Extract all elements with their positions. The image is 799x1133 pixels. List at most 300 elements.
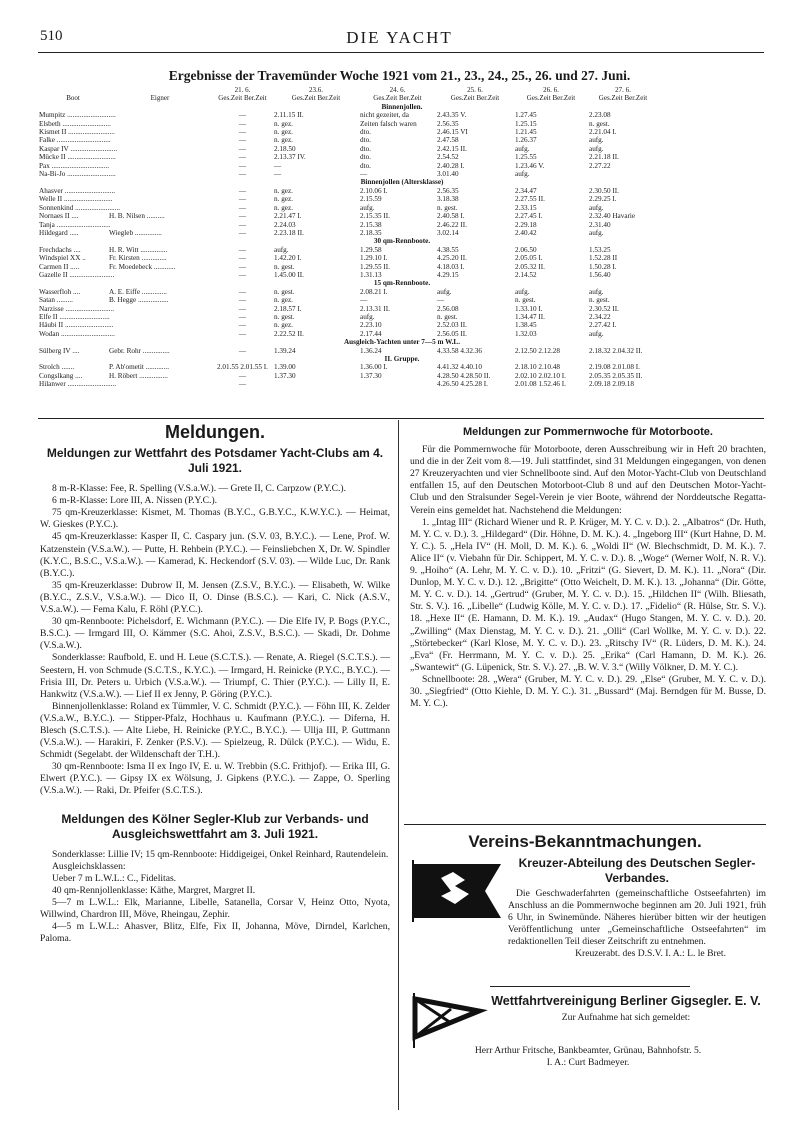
table-cell: Fr. Kirsten .............. xyxy=(109,254,167,263)
table-cell xyxy=(658,296,766,304)
koeln-paragraph: 40 qm-Rennjollenklasse: Käthe, Margret, Margret II. xyxy=(52,884,256,896)
table-cell xyxy=(108,145,212,153)
table-cell: Congslkang .... xyxy=(39,371,83,380)
table-row xyxy=(38,330,766,338)
table-cell xyxy=(108,204,212,212)
table-cell: 3.02.14 xyxy=(437,228,459,237)
kreuzer-block xyxy=(508,856,766,889)
table-cell: 2.06.50 xyxy=(515,245,537,254)
table-cell: Häubi II ........................... xyxy=(39,321,114,330)
table-cell: 1.29.55 II. xyxy=(360,262,390,271)
table-cell: — xyxy=(238,245,247,254)
table-cell: — xyxy=(238,119,247,128)
table-row xyxy=(38,288,766,296)
table-cell: Narzisse ........................... xyxy=(39,304,115,313)
table-row xyxy=(38,145,766,153)
wett-sign: I. A.: Curt Badmeyer. xyxy=(546,1057,630,1069)
table-cell: — xyxy=(238,153,247,162)
table-cell: 1.45.00 II. xyxy=(274,270,304,279)
table-cell: 2.15.35 II. xyxy=(360,212,390,221)
pommern-paragraph: Für die Pommernwoche für Motorboote, deren Ausschreibung wir in Heft 20 brachten, und die in der Zeit vom 8.—19. Juli stattfindet, sind 31 Meldungen eingegangen, von denen 27 Kreuzeryachten und vier Schnellboote sind. Auf den Motor-Yacht-Club von Deutschland entfallen 15, auf den Deutschen Motorboot-Club 8 und auf den Deutschen Motor-Yacht-Club und den Stralsunder Segel-Verein je vier Boote, während der Norddeutsche Regatta-Verein eins gemeldet hat. Nachstehend die Meldungen: xyxy=(410,444,766,516)
table-cell: 1.56.40 xyxy=(589,270,611,279)
table-cell: nicht gezeitet, da xyxy=(360,111,409,120)
table-cell: n. gez. xyxy=(274,296,293,305)
table-cell: Wasserfloh .... xyxy=(39,287,81,296)
group-heading-row xyxy=(38,237,766,245)
table-row xyxy=(38,347,766,355)
vereins-rule xyxy=(404,824,766,825)
table-cell: Frechdachs .... xyxy=(39,245,81,254)
table-cell: n. gest. xyxy=(274,312,295,321)
table-cell: 2.14.52 xyxy=(515,270,537,279)
col-header-ber: Ber.Zeit xyxy=(317,94,341,103)
table-cell: Fr. Moedebeck ............ xyxy=(109,262,176,271)
table-cell: aufg. xyxy=(589,287,604,296)
table-cell: 1.37.30 xyxy=(360,371,382,380)
table-cell: 2.15.59 xyxy=(360,195,382,204)
table-cell: — xyxy=(238,203,247,212)
table-cell: n. gez. xyxy=(274,321,293,330)
col-header-ges: Ges.Zeit xyxy=(450,94,475,103)
table-cell xyxy=(658,305,766,313)
table-cell: — xyxy=(238,304,247,313)
table-cell xyxy=(658,229,766,237)
table-cell: Satan ......... xyxy=(39,296,73,305)
table-cell: aufg. xyxy=(274,245,289,254)
table-cell xyxy=(658,321,766,329)
table-cell xyxy=(658,145,766,153)
table-cell: 2.02.10 2.02.10 I. xyxy=(515,371,566,380)
table-cell: — xyxy=(238,346,247,355)
table-cell: aufg. xyxy=(515,144,530,153)
table-cell: Falke .............................. xyxy=(39,136,111,145)
table-cell: — xyxy=(360,296,368,305)
col-header-ges: Ges.Zeit xyxy=(598,94,623,103)
date-header: 24. 6. xyxy=(389,86,406,94)
table-row xyxy=(38,363,766,371)
table-row xyxy=(38,372,766,380)
table-cell: 2.34.22 xyxy=(589,312,611,321)
potsdam-paragraph: 45 qm-Kreuzerklasse: Kasper II, C. Caspary jun. (S.V. 03, B.Y.C.). — Lene, Prof. W. Katzenstein (V.S.a.W.). — Putte, H. Rehbein (P.Y.C.). — Feinsliebchen X, Dr. W. Spindler (K.Y.C., B.S.C., V.S.a.W.). — Kamerad, K. Heckendorf (S.V. 03). — Wilde Luc, Dr. Rank (B.Y.C.). xyxy=(40,531,390,579)
table-cell: 4.29.15 xyxy=(437,270,459,279)
table-cell: 2.52.03 II. xyxy=(437,321,467,330)
group-heading-row xyxy=(38,355,766,363)
date-header: 25. 6. xyxy=(467,86,483,94)
table-cell: aufg. xyxy=(515,287,530,296)
table-cell: 2.46.22 II. xyxy=(437,220,467,229)
table-cell xyxy=(108,380,212,388)
table-row xyxy=(38,221,766,229)
potsdam-heading: Meldungen zur Wettfahrt des Potsdamer Yacht-Clubs am 4. Juli 1921. xyxy=(46,446,384,476)
page-number: 510 xyxy=(40,28,63,44)
table-cell: Ahasver ............................ xyxy=(39,186,116,195)
group-heading: Binnenjollen. xyxy=(381,102,423,111)
col-header-ber: Ber.Zeit xyxy=(476,94,500,103)
table-cell: 2.01.08 1.52.46 I. xyxy=(515,380,566,389)
pommern-paragraph: 1. „Intag III“ (Richard Wiener und R. P. Krüger, M. Y. C. v. D.). 2. „Albatros“ (Dr. Huth, M. Y. C. v. D.). 3. „Hildegard“ (Dir. Höhne, D. M. K.). 4. „Ingeborg III“ (Kurt Hahne, D. M. Y. C.). 5. „Hela IV“ (H. Moll, D. M. K.). 6. „Woldi II“ (W. Blechschmidt, D. M. K.). 7. Alice II“ (v. Viebahn für Dir. Schippert, M. Y. C. v. D.). 8. „Woge“ (Werner Wolf, N. R. V.). 9. „Hoiho“ (A. Lehr, M. Y. C. v. D.). 10. „Fritzi“ (G. Sievert, D. M. K.). 11. „Nora“ (Dir. Dunlop, M. Y. C. v. D.). 12. „Brigitte“ (Otto Weichelt, D. M. K.). 13. „Johanna“ (Dir. Götte, M. Y. C. v. D.). 14. „Gertrud“ (Gruber, M. Y. C. v. D.). 15. „Hildchen II“ (Wilh. Bliesath, Str. S. V.). 16. „Libelle“ (Ludwig Kölle, M. Y. C. v. D.). 17. „Fidelio“ (R. Hülse, Str. S. V.). 18. „Hexe II“ (E. Hamann, D. M. K.). 19. „Audax“ (Hugo Stangen, M. Y. C. v. D.). 20. „Zwilling“ (Max Dienstag, M. Y. C. v. D.). 21. „Olli“ (Carl Wollke, M. Y. C. v. D.). 22. „Störtebecker“ (Karl Klose, M. Y. C. v. D.). 23. „Ritschy IV“ (R. Lüders, D. M. K.). 24. „Eva“ (Fr. Herrmann, M. Y. C. v. D.). 25. „Erika“ (Carl Hamann, D. M. K.). 26. „Swantewit“ (G. Lüpenick, Str. S. V.). 27. „B. W. V. 3.“ (Willy Völkner, D. M. Y. C.). xyxy=(410,516,766,673)
table-cell: 1.27.45 xyxy=(515,111,537,120)
table-cell: Mücke II ........................... xyxy=(39,153,116,162)
potsdam-paragraph: 8 m-R-Klasse: Fee, R. Spelling (V.S.a.W.). — Grete II, C. Carpzow (P.Y.C.). xyxy=(52,483,347,495)
table-cell: Wodan .............................. xyxy=(39,329,115,338)
table-cell: 1.25.55 xyxy=(515,153,537,162)
table-cell: 2.29.25 I. xyxy=(589,195,617,204)
table-row xyxy=(38,212,766,220)
col-header-eigner: Eigner xyxy=(150,94,170,103)
table-cell: 1.38.45 xyxy=(515,321,537,330)
table-cell: Carmen II ..... xyxy=(39,262,80,271)
table-cell: 2.54.52 xyxy=(437,153,459,162)
table-cell: Nornaes II .... xyxy=(39,212,79,221)
table-cell: 4.41.32 4.40.10 xyxy=(437,363,482,372)
table-cell: n. gest. xyxy=(437,312,458,321)
table-cell: n. gest. xyxy=(437,203,458,212)
table-cell: Sülberg IV .... xyxy=(39,346,80,355)
table-cell: 1.36.24 xyxy=(360,346,382,355)
notice-rule xyxy=(490,986,690,987)
table-cell: — xyxy=(238,111,247,120)
col-header-ber: Ber.Zeit xyxy=(243,94,267,103)
table-cell: aufg. xyxy=(589,228,604,237)
table-cell: aufg. xyxy=(360,312,375,321)
col-header-ges: Ges.Zeit xyxy=(526,94,551,103)
table-cell: 4.25.20 II. xyxy=(437,254,467,263)
results-table xyxy=(38,86,766,389)
table-cell: — xyxy=(238,212,247,221)
table-cell: 2.29.18 xyxy=(515,220,537,229)
table-cell: aufg. xyxy=(589,329,604,338)
table-cell: H. B. Nilsen .......... xyxy=(109,212,165,221)
table-cell: dto. xyxy=(360,136,371,145)
meldungen-heading: Meldungen. xyxy=(165,422,265,442)
table-cell: — xyxy=(238,161,247,170)
table-cell: 1.50.28 I. xyxy=(589,262,617,271)
table-cell: — xyxy=(238,186,247,195)
table-cell: 1.26.37 xyxy=(515,136,537,145)
table-cell: 2.42.15 II. xyxy=(437,144,467,153)
table-cell: Tanja .............................. xyxy=(39,220,111,229)
table-row xyxy=(38,263,766,271)
table-cell: — xyxy=(238,144,247,153)
table-cell: — xyxy=(238,136,247,145)
table-cell xyxy=(108,195,212,203)
table-cell xyxy=(108,330,212,338)
potsdam-paragraph: 35 qm-Kreuzerklasse: Dubrow II, M. Jensen (Z.S.V., B.Y.C.). — Elisabeth, W. Wilke (B.Y.C., Z.S.V., V.S.a.W.). — Dico II, O. Dinse (B.S.C.). — Kari, C. Nick (A.S.V., V.S.a.W.). — Fema Kalu, F. Röhl (P.Y.C.). xyxy=(40,579,390,616)
group-heading: 15 qm-Rennboote. xyxy=(373,279,431,288)
table-cell: Sonnenkind ......................... xyxy=(39,203,121,212)
koeln-paragraph: 4—5 m L.W.L.: Ahasver, Blitz, Elfe, Fix II, Johanna, Möve, Dirndel, Karlchen, Paloma. xyxy=(40,921,390,945)
table-cell: 2.18.35 xyxy=(360,228,382,237)
table-cell: n. gest. xyxy=(515,296,536,305)
table-cell: Welle II ........................... xyxy=(39,195,113,204)
table-row xyxy=(38,170,766,178)
table-cell: 2.10.06 I. xyxy=(360,186,388,195)
table-cell: 1.37.30 xyxy=(274,371,296,380)
table-cell xyxy=(658,271,766,279)
table-cell: Pax ................................ xyxy=(39,161,110,170)
table-cell: 2.31.40 xyxy=(589,220,611,229)
table-cell: aufg. xyxy=(589,144,604,153)
wett-heading: Wettfahrtvereinigung Berliner Gigsegler. E. V. xyxy=(491,994,761,1008)
table-cell: — xyxy=(238,287,247,296)
group-heading-row xyxy=(38,338,766,346)
table-row xyxy=(38,120,766,128)
table-cell: 2.12.50 2.12.28 xyxy=(515,346,560,355)
table-cell: n. gez. xyxy=(274,195,293,204)
table-cell: Windspiel XX .. xyxy=(39,254,86,263)
table-cell: 2.21.47 I. xyxy=(274,212,302,221)
table-cell: 2.17.44 xyxy=(360,329,382,338)
table-cell: 2.19.08 2.01.08 I. xyxy=(589,363,640,372)
pommern-paragraph: Schnellboote: 28. „Wera“ (Gruber, M. Y. C. v. D.). 29. „Else“ (Gruber, M. Y. C. v. D.). 30. „Siegfried“ (Otto Kiehle, D. M. Y. C.). 31. „Bussard“ (Maj. Berndgen für M. Busse, D. M. Y. C.). xyxy=(410,673,766,710)
table-cell: 2.01.55 2.01.55 I. xyxy=(217,363,268,372)
wett-block xyxy=(486,994,766,1024)
table-cell: 1.36.00 I. xyxy=(360,363,388,372)
table-cell: 1.52.28 II xyxy=(589,254,618,263)
table-cell: Kaspar IV .......................... xyxy=(39,144,118,153)
table-cell: 2.18.50 xyxy=(274,144,296,153)
table-cell xyxy=(658,221,766,229)
table-cell: 2.23.10 xyxy=(360,321,382,330)
table-cell: 2.47.58 xyxy=(437,136,459,145)
gigsegler-pennant-icon xyxy=(411,993,481,1048)
koeln-paragraph: 5—7 m L.W.L.: Elk, Marianne, Libelle, Satanella, Corsar V, Heinz Otto, Nyota, Willwind, Chardron III, Möve, Rheingau, Zephir. xyxy=(40,896,390,920)
table-cell xyxy=(273,380,359,388)
right-column xyxy=(410,426,766,710)
table-cell: P. Ab'ometit ............. xyxy=(109,363,169,372)
table-cell: 2.32.40 Havarie xyxy=(589,212,636,221)
vereins-heading: Vereins-Bekanntmachungen. xyxy=(468,832,702,851)
table-cell: Gebr. Rohr ............... xyxy=(109,346,170,355)
table-cell xyxy=(658,263,766,271)
koeln-paragraph: Ueber 7 m L.W.L.: C., Fidelitas. xyxy=(52,872,177,884)
table-cell xyxy=(658,330,766,338)
table-row xyxy=(38,296,766,304)
table-row xyxy=(38,204,766,212)
potsdam-paragraph: 30 qm-Rennboote: Pichelsdorf, E. Wichmann (P.Y.C.). — Die Elfe IV, P. Bogs (P.Y.C., B.S.C.). — Irmgard III, O. Kämmer (S.C. Ahoi, Z.S.V., B.S.C.). — Skadi, Dr. Dohme (V.S.a.W.). xyxy=(40,616,390,652)
table-row xyxy=(38,271,766,279)
table-cell: 3.18.38 xyxy=(437,195,459,204)
table-cell: 2.05.32 II. xyxy=(515,262,545,271)
table-cell xyxy=(658,162,766,170)
table-cell xyxy=(658,170,766,178)
date-header: 27. 6. xyxy=(615,86,631,94)
potsdam-paragraph: Binnenjollenklasse: Roland ex Tümmler, V. C. Schmidt (P.Y.C.). — Föhn III, K. Zelder (V.S.a.W., B.Y.C.). — Stipper-Pfalz, Hochhaus u. Kaufmann (P.Y.C.). — Diferna, H. Blesch (S.C.T.S.). — Alte Liebe, H. Reinicke (P.Y.C., B.Y.C.). — Ullja III, P. Guttmann (V.S.a.W.). — Harakiri, F. Zenker (P.S.V.). — Spielzeug, R. Dülck (P.Y.C.). — Widu, E. Schmidt (Segelabt. der Wildenschaft der T.H.). xyxy=(40,700,390,761)
table-cell: 2.33.15 xyxy=(515,203,537,212)
table-row xyxy=(38,380,766,388)
table-cell: n. gest. xyxy=(274,287,295,296)
table-cell: 2.23.18 II. xyxy=(274,228,304,237)
table-cell xyxy=(658,363,766,371)
table-cell: 2.08.21 I. xyxy=(360,287,388,296)
table-cell xyxy=(658,372,766,380)
table-cell xyxy=(108,271,212,279)
table-cell: — xyxy=(238,254,247,263)
col-header-ges: Ges.Zeit xyxy=(291,94,316,103)
table-cell: H. R. Witt ............... xyxy=(109,245,168,254)
table-cell: — xyxy=(238,270,247,279)
col-header-ges: Ges.Zeit xyxy=(373,94,398,103)
table-cell: aufg. xyxy=(360,203,375,212)
table-cell: 4.38.55 xyxy=(437,245,459,254)
wett-intro: Zur Aufnahme hat sich gemeldet: xyxy=(561,1012,691,1023)
table-cell: — xyxy=(238,380,247,389)
table-cell: aufg. xyxy=(589,203,604,212)
table-cell: 2.27.45 I. xyxy=(515,212,543,221)
table-row xyxy=(38,321,766,329)
table-cell: — xyxy=(238,262,247,271)
table-cell: 1.31.13 xyxy=(360,270,382,279)
table-cell: 2.13.37 IV. xyxy=(274,153,306,162)
table-cell xyxy=(658,187,766,195)
table-cell: aufg. xyxy=(515,170,530,179)
table-cell: dto. xyxy=(360,161,371,170)
group-heading: II. Gruppe. xyxy=(384,355,420,363)
table-row xyxy=(38,111,766,119)
table-cell: 2.05.05 I. xyxy=(515,254,543,263)
table-cell: n. gez. xyxy=(274,186,293,195)
table-cell: n. gez. xyxy=(274,128,293,137)
table-cell: n. gez. xyxy=(274,119,293,128)
table-cell: 4.18.03 I. xyxy=(437,262,465,271)
table-cell: 4.28.50 4.28.50 II. xyxy=(437,371,491,380)
table-cell: Zeiten falsch waren xyxy=(360,119,417,128)
table-cell: 1.21.45 xyxy=(515,128,537,137)
table-cell: — xyxy=(238,321,247,330)
table-cell: 2.40.58 I. xyxy=(437,212,465,221)
table-cell xyxy=(658,313,766,321)
table-cell xyxy=(108,187,212,195)
table-cell: — xyxy=(238,329,247,338)
table-cell: Kismet II .......................... xyxy=(39,128,115,137)
table-cell: 2.05.35 2.05.35 II. xyxy=(589,371,643,380)
table-cell: Gazelle II ......................... xyxy=(39,270,115,279)
col-header-ges: Ges.Zeit xyxy=(218,94,243,103)
table-cell: 2.23.08 xyxy=(589,111,611,120)
kreuzer-body xyxy=(410,888,766,961)
table-cell: 2.30.52 II. xyxy=(589,304,619,313)
table-cell: Strolch ....... xyxy=(39,363,75,372)
table-cell: — xyxy=(360,170,368,179)
table-cell: 3.01.40 xyxy=(437,170,459,179)
table-cell: 2.27.42 I. xyxy=(589,321,617,330)
table-cell: aufg. xyxy=(437,287,452,296)
col-header-ber: Ber.Zeit xyxy=(624,94,648,103)
date-header: 26. 6. xyxy=(543,86,559,94)
table-cell xyxy=(359,380,436,388)
potsdam-paragraph: 75 qm-Kreuzerklasse: Kismet, M. Thomas (B.Y.C., G.B.Y.C., K.W.Y.C.). — Heimat, W. Gieskes (P.Y.C.). xyxy=(40,507,390,531)
potsdam-paragraph: 6 m-R-Klasse: Lore III, A. Nissen (P.Y.C.). xyxy=(52,495,218,507)
table-cell xyxy=(658,204,766,212)
table-cell: 1.34.47 II. xyxy=(515,312,545,321)
table-cell: 1.39.24 xyxy=(274,346,296,355)
table-cell: Elsbeth ........................... xyxy=(39,119,111,128)
table-cell xyxy=(588,170,658,178)
table-cell: 2.27.22 xyxy=(589,161,611,170)
table-cell xyxy=(108,136,212,144)
table-cell xyxy=(108,128,212,136)
kreuzer-text: Die Geschwaderfahrten (gemeinschaftliche Ostseefahrten) im Anschluss an die Pommernwoche beginnen am 20. Juli 1921, früh 6 Uhr, in Swinemünde. Näheres hierüber bitten wir der heutigen Veröffentlichung unter „Gemeinschaftliche Ostseefahrten“ im redaktionellen Teil dieser Zeitschrift zu entnehmen. xyxy=(508,888,766,948)
table-cell: 2.56.08 xyxy=(437,304,459,313)
table-row xyxy=(38,187,766,195)
table-cell: 1.32.03 xyxy=(515,329,537,338)
table-cell xyxy=(108,162,212,170)
table-cell: 2.30.50 II. xyxy=(589,186,619,195)
table-row xyxy=(38,246,766,254)
table-cell: 2.24.03 xyxy=(274,220,296,229)
date-header: 21. 6. xyxy=(234,86,251,94)
table-cell xyxy=(108,111,212,119)
table-cell xyxy=(658,288,766,296)
left-column xyxy=(40,422,390,945)
table-cell: — xyxy=(238,220,247,229)
table-cell: 1.42.20 I. xyxy=(274,254,302,263)
table-cell: — xyxy=(238,228,247,237)
kreuzer-sign: Kreuzerabt. des D.S.V. I. A.: L. le Bret. xyxy=(575,948,726,960)
table-cell: — xyxy=(238,128,247,137)
table-cell: 1.29.58 xyxy=(360,245,382,254)
table-cell: — xyxy=(274,170,282,179)
section-rule xyxy=(38,418,764,419)
table-row xyxy=(38,153,766,161)
table-cell: 4.33.58 4.32.36 xyxy=(437,346,482,355)
col-header-ber: Ber.Zeit xyxy=(552,94,576,103)
table-cell: — xyxy=(437,296,445,305)
table-cell xyxy=(658,195,766,203)
table-cell: — xyxy=(238,195,247,204)
table-cell: H. Röbert ................ xyxy=(109,371,168,380)
table-cell: 2.56.05 II. xyxy=(437,329,467,338)
table-row xyxy=(38,162,766,170)
koeln-heading: Meldungen des Kölner Segler-Klub zur Verbands- und Ausgleichswettfahrt am 3. Juli 1921. xyxy=(61,811,369,841)
potsdam-paragraph: 30 qm-Rennboote: Isma II ex Ingo IV, E. u. W. Trebbin (S.C. Frithjof). — Erika III, G. Elwert (P.Y.C.). — Gipsy IX ex Wölsung, J. Gipkens (P.Y.C.). — Zappe, O. Sperling (V.S.a.W.). — Raki, Dr. Pfeifer (S.C.T.S.). xyxy=(40,761,390,797)
table-cell: 2.56.35 xyxy=(437,186,459,195)
table-cell: 2.56.35 xyxy=(437,119,459,128)
table-cell: 2.46.15 VI xyxy=(437,128,468,137)
table-cell xyxy=(108,221,212,229)
table-cell: dto. xyxy=(360,128,371,137)
table-cell: 2.18.32 2.04.32 II. xyxy=(589,346,643,355)
table-cell: 1.25.15 xyxy=(515,119,537,128)
table-cell xyxy=(108,120,212,128)
table-cell: 4.26.50 4.25.28 I. xyxy=(437,380,488,389)
table-cell: 1.23.46 V. xyxy=(515,161,545,170)
table-cell: Mumpitz ........................... xyxy=(39,111,116,120)
table-cell: n. gest. xyxy=(274,262,295,271)
table-row xyxy=(38,136,766,144)
table-cell: 2.09.18 2.09.18 xyxy=(589,380,634,389)
table-cell xyxy=(108,313,212,321)
table-cell: n. gest. xyxy=(589,296,610,305)
col-header-boot: Boot xyxy=(66,94,80,103)
table-cell: 1.53.25 xyxy=(589,245,611,254)
table-cell xyxy=(658,212,766,220)
table-cell xyxy=(658,153,766,161)
table-cell: 2.18.10 2.10.48 xyxy=(515,363,560,372)
table-cell: Na-Bi-Jo ........................... xyxy=(39,170,116,179)
table-cell: — xyxy=(238,170,247,179)
group-heading: 30 qm-Rennboote. xyxy=(373,237,431,246)
table-cell xyxy=(658,128,766,136)
group-heading-row xyxy=(38,103,766,111)
table-cell: 2.15.38 xyxy=(360,220,382,229)
potsdam-paragraph: Sonderklasse: Raufbold, E. und H. Leue (S.C.T.S.). — Renate, A. Riegel (S.C.T.S.). — Seestern, H. von Schmude (S.C.T.S., K.Y.C.). — Irmgard, H. Reinicke (P.Y.C., B.Y.C.). — Frisia III, Dr. Peters u. Urbich (V.S.a.W.). — Triumpf, C. Thier (P.Y.C.). — Lilly II, E. Hankwitz (V.S.a.W.). — Lief II ex Jenny, P. Göring (P.Y.C.). xyxy=(40,652,390,700)
table-cell: n. gest. xyxy=(589,119,610,128)
table-cell: n. gez. xyxy=(274,136,293,145)
table-row xyxy=(38,313,766,321)
table-cell: aufg. xyxy=(589,136,604,145)
table-cell: — xyxy=(238,371,247,380)
